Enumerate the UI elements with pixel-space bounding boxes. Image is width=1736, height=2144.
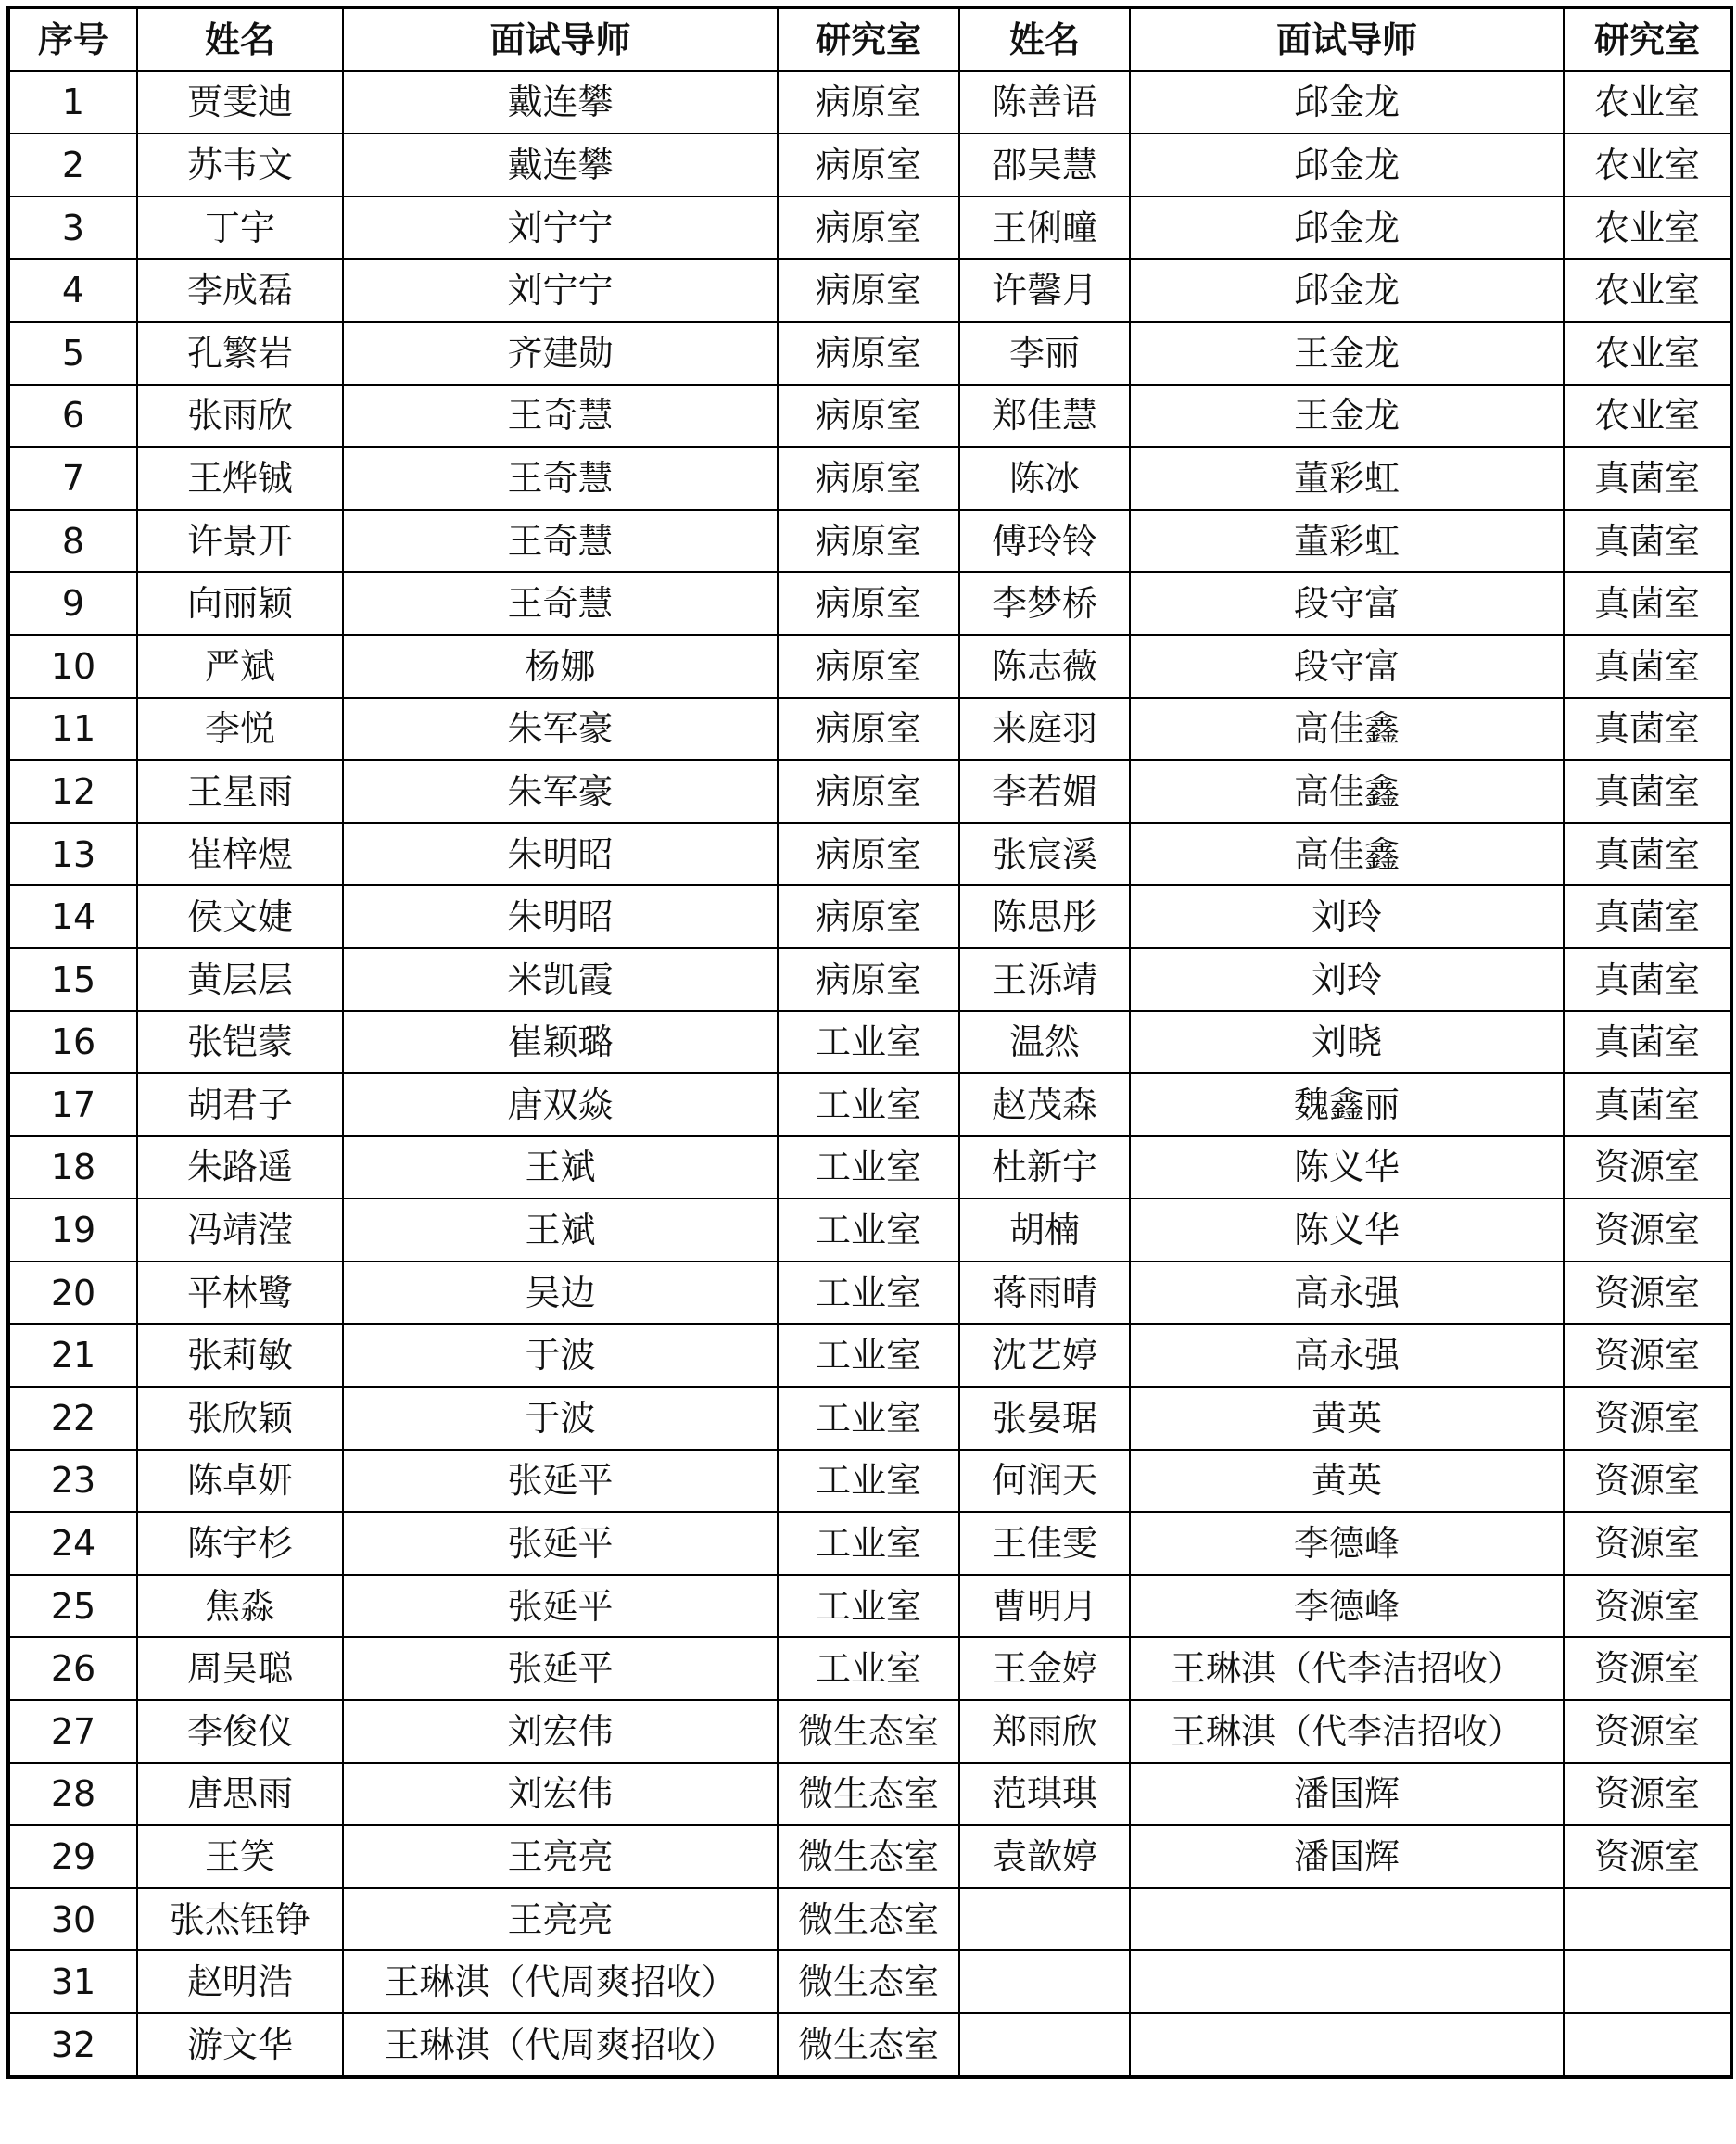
cell-name-right: 陈冰 [959, 447, 1130, 510]
cell-lab-left: 微生态室 [778, 1950, 959, 2013]
header-tutor-left: 面试导师 [343, 7, 778, 71]
cell-lab-left: 病原室 [778, 259, 959, 322]
cell-name-left: 张欣颖 [137, 1387, 343, 1450]
cell-name-right: 来庭羽 [959, 698, 1130, 761]
table-row [8, 510, 1731, 573]
cell-lab-left: 工业室 [778, 1450, 959, 1513]
cell-tutor-left: 杨娜 [343, 635, 778, 698]
cell-lab-right [1564, 1888, 1731, 1951]
cell-name-right: 蒋雨晴 [959, 1262, 1130, 1325]
cell-serial-number: 9 [8, 572, 137, 635]
cell-tutor-right: 陈义华 [1130, 1199, 1564, 1262]
cell-lab-right: 真菌室 [1564, 572, 1731, 635]
cell-tutor-right: 潘国辉 [1130, 1825, 1564, 1888]
cell-serial-number: 20 [8, 1262, 137, 1325]
cell-lab-left: 病原室 [778, 322, 959, 385]
cell-serial-number: 14 [8, 885, 137, 948]
cell-tutor-left: 王亮亮 [343, 1888, 778, 1951]
cell-name-left: 朱路遥 [137, 1136, 343, 1199]
cell-lab-right: 资源室 [1564, 1136, 1731, 1199]
table-row [8, 1637, 1731, 1700]
header-lab-right: 研究室 [1564, 7, 1731, 71]
cell-tutor-right: 陈义华 [1130, 1136, 1564, 1199]
cell-tutor-right: 董彩虹 [1130, 447, 1564, 510]
interview-assignment-table [6, 6, 1733, 2079]
cell-serial-number: 5 [8, 322, 137, 385]
cell-name-left: 张莉敏 [137, 1324, 343, 1387]
cell-lab-right: 资源室 [1564, 1324, 1731, 1387]
cell-tutor-left: 崔颖璐 [343, 1011, 778, 1074]
cell-lab-right: 真菌室 [1564, 1073, 1731, 1136]
cell-serial-number: 30 [8, 1888, 137, 1951]
cell-name-right: 李丽 [959, 322, 1130, 385]
cell-name-left: 张铠蒙 [137, 1011, 343, 1074]
cell-lab-right [1564, 1950, 1731, 2013]
cell-serial-number: 16 [8, 1011, 137, 1074]
cell-serial-number: 18 [8, 1136, 137, 1199]
cell-name-left: 陈卓妍 [137, 1450, 343, 1513]
cell-tutor-right: 刘玲 [1130, 885, 1564, 948]
cell-lab-left: 病原室 [778, 948, 959, 1011]
cell-tutor-left: 刘宁宁 [343, 197, 778, 260]
table-row [8, 1199, 1731, 1262]
table-row [8, 1136, 1731, 1199]
cell-name-right: 王佳雯 [959, 1512, 1130, 1575]
cell-tutor-left: 王琳淇（代周爽招收） [343, 1950, 778, 2013]
table-row [8, 259, 1731, 322]
table-row [8, 1262, 1731, 1325]
cell-serial-number: 15 [8, 948, 137, 1011]
cell-tutor-right: 高佳鑫 [1130, 698, 1564, 761]
cell-lab-left: 病原室 [778, 885, 959, 948]
cell-name-left: 赵明浩 [137, 1950, 343, 2013]
cell-tutor-left: 王琳淇（代周爽招收） [343, 2013, 778, 2077]
cell-serial-number: 25 [8, 1575, 137, 1638]
cell-tutor-left: 吴边 [343, 1262, 778, 1325]
cell-serial-number: 22 [8, 1387, 137, 1450]
cell-name-left: 李成磊 [137, 259, 343, 322]
cell-tutor-right: 邱金龙 [1130, 259, 1564, 322]
header-row [8, 7, 1731, 71]
table-row [8, 760, 1731, 823]
cell-lab-right: 资源室 [1564, 1512, 1731, 1575]
cell-name-right: 陈善语 [959, 71, 1130, 134]
cell-tutor-right [1130, 2013, 1564, 2077]
cell-lab-left: 工业室 [778, 1073, 959, 1136]
cell-name-left: 严斌 [137, 635, 343, 698]
cell-name-right: 赵茂森 [959, 1073, 1130, 1136]
cell-tutor-right: 黄英 [1130, 1387, 1564, 1450]
cell-tutor-left: 于波 [343, 1324, 778, 1387]
cell-name-left: 孔繁岩 [137, 322, 343, 385]
cell-name-right: 陈思彤 [959, 885, 1130, 948]
cell-name-right: 王泺靖 [959, 948, 1130, 1011]
cell-lab-right: 农业室 [1564, 385, 1731, 448]
table-row [8, 635, 1731, 698]
cell-lab-right: 资源室 [1564, 1575, 1731, 1638]
cell-name-right: 范琪琪 [959, 1763, 1130, 1826]
cell-name-left: 贾雯迪 [137, 71, 343, 134]
cell-tutor-left: 张延平 [343, 1450, 778, 1513]
cell-lab-left: 病原室 [778, 71, 959, 134]
cell-name-right: 傅玲铃 [959, 510, 1130, 573]
cell-tutor-left: 王亮亮 [343, 1825, 778, 1888]
cell-lab-right: 真菌室 [1564, 885, 1731, 948]
cell-lab-right: 真菌室 [1564, 698, 1731, 761]
cell-name-right: 沈艺婷 [959, 1324, 1130, 1387]
cell-lab-left: 病原室 [778, 447, 959, 510]
cell-lab-right: 农业室 [1564, 133, 1731, 197]
cell-name-left: 侯文婕 [137, 885, 343, 948]
table-row [8, 1512, 1731, 1575]
cell-name-left: 李俊仪 [137, 1700, 343, 1763]
cell-lab-right: 真菌室 [1564, 447, 1731, 510]
cell-lab-left: 工业室 [778, 1575, 959, 1638]
table-row [8, 698, 1731, 761]
cell-lab-left: 病原室 [778, 698, 959, 761]
cell-tutor-left: 王斌 [343, 1136, 778, 1199]
cell-name-right: 张宸溪 [959, 823, 1130, 886]
table-row [8, 385, 1731, 448]
cell-tutor-left: 王奇慧 [343, 447, 778, 510]
cell-tutor-left: 唐双焱 [343, 1073, 778, 1136]
cell-name-right: 王俐曈 [959, 197, 1130, 260]
cell-name-right: 张晏琚 [959, 1387, 1130, 1450]
cell-tutor-left: 王斌 [343, 1199, 778, 1262]
cell-tutor-left: 王奇慧 [343, 572, 778, 635]
cell-serial-number: 26 [8, 1637, 137, 1700]
header-lab-left: 研究室 [778, 7, 959, 71]
table-row [8, 1888, 1731, 1951]
cell-name-right [959, 2013, 1130, 2077]
cell-lab-left: 微生态室 [778, 1888, 959, 1951]
cell-tutor-left: 朱明昭 [343, 823, 778, 886]
cell-tutor-right: 董彩虹 [1130, 510, 1564, 573]
cell-serial-number: 31 [8, 1950, 137, 2013]
cell-name-left: 丁宇 [137, 197, 343, 260]
cell-name-left: 周吴聪 [137, 1637, 343, 1700]
cell-serial-number: 24 [8, 1512, 137, 1575]
table-row [8, 823, 1731, 886]
cell-lab-right: 资源室 [1564, 1700, 1731, 1763]
cell-lab-left: 病原室 [778, 385, 959, 448]
table-row [8, 2013, 1731, 2077]
cell-lab-right: 真菌室 [1564, 760, 1731, 823]
cell-serial-number: 4 [8, 259, 137, 322]
cell-tutor-left: 张延平 [343, 1575, 778, 1638]
cell-serial-number: 2 [8, 133, 137, 197]
cell-tutor-right: 刘玲 [1130, 948, 1564, 1011]
cell-tutor-left: 刘宏伟 [343, 1763, 778, 1826]
cell-tutor-right: 王金龙 [1130, 385, 1564, 448]
cell-lab-left: 病原室 [778, 823, 959, 886]
cell-lab-left: 病原室 [778, 635, 959, 698]
cell-serial-number: 12 [8, 760, 137, 823]
cell-tutor-left: 朱明昭 [343, 885, 778, 948]
cell-serial-number: 11 [8, 698, 137, 761]
cell-name-right: 李若媚 [959, 760, 1130, 823]
cell-tutor-right: 段守富 [1130, 635, 1564, 698]
cell-name-right: 何润天 [959, 1450, 1130, 1513]
cell-name-left: 张雨欣 [137, 385, 343, 448]
cell-tutor-right: 邱金龙 [1130, 71, 1564, 134]
cell-lab-left: 工业室 [778, 1262, 959, 1325]
cell-tutor-right: 高佳鑫 [1130, 760, 1564, 823]
cell-lab-left: 微生态室 [778, 1763, 959, 1826]
cell-serial-number: 17 [8, 1073, 137, 1136]
cell-serial-number: 3 [8, 197, 137, 260]
table-row [8, 885, 1731, 948]
cell-serial-number: 1 [8, 71, 137, 134]
cell-lab-right: 资源室 [1564, 1387, 1731, 1450]
table-row [8, 1575, 1731, 1638]
cell-lab-left: 工业室 [778, 1199, 959, 1262]
cell-name-right: 曹明月 [959, 1575, 1130, 1638]
cell-tutor-right: 黄英 [1130, 1450, 1564, 1513]
header-name-right: 姓名 [959, 7, 1130, 71]
cell-name-left: 苏韦文 [137, 133, 343, 197]
cell-serial-number: 29 [8, 1825, 137, 1888]
cell-tutor-left: 张延平 [343, 1512, 778, 1575]
cell-name-left: 崔梓煜 [137, 823, 343, 886]
cell-lab-left: 工业室 [778, 1512, 959, 1575]
cell-lab-right: 资源室 [1564, 1199, 1731, 1262]
cell-serial-number: 6 [8, 385, 137, 448]
cell-lab-right: 资源室 [1564, 1825, 1731, 1888]
cell-tutor-right [1130, 1950, 1564, 2013]
cell-tutor-right: 魏鑫丽 [1130, 1073, 1564, 1136]
table-row [8, 447, 1731, 510]
cell-name-right: 许馨月 [959, 259, 1130, 322]
cell-lab-left: 工业室 [778, 1136, 959, 1199]
cell-tutor-left: 米凯霞 [343, 948, 778, 1011]
table-row [8, 1825, 1731, 1888]
cell-name-right [959, 1950, 1130, 2013]
cell-name-right: 温然 [959, 1011, 1130, 1074]
cell-tutor-right: 高永强 [1130, 1262, 1564, 1325]
cell-tutor-right: 高永强 [1130, 1324, 1564, 1387]
header-tutor-right: 面试导师 [1130, 7, 1564, 71]
cell-name-right: 郑佳慧 [959, 385, 1130, 448]
cell-serial-number: 28 [8, 1763, 137, 1826]
cell-tutor-right: 李德峰 [1130, 1575, 1564, 1638]
header-name-left: 姓名 [137, 7, 343, 71]
cell-lab-left: 工业室 [778, 1637, 959, 1700]
cell-name-right: 杜新宇 [959, 1136, 1130, 1199]
cell-tutor-left: 王奇慧 [343, 510, 778, 573]
cell-name-right: 邵吴慧 [959, 133, 1130, 197]
cell-name-right: 袁歆婷 [959, 1825, 1130, 1888]
cell-tutor-right: 高佳鑫 [1130, 823, 1564, 886]
table-row [8, 322, 1731, 385]
table-row [8, 1324, 1731, 1387]
table-row [8, 1700, 1731, 1763]
table-row [8, 572, 1731, 635]
cell-lab-left: 病原室 [778, 133, 959, 197]
cell-lab-right [1564, 2013, 1731, 2077]
cell-lab-right: 真菌室 [1564, 823, 1731, 886]
table-row [8, 948, 1731, 1011]
table-body [8, 71, 1731, 2077]
cell-lab-right: 真菌室 [1564, 1011, 1731, 1074]
cell-name-right: 王金婷 [959, 1637, 1130, 1700]
table-row [8, 197, 1731, 260]
cell-name-right: 李梦桥 [959, 572, 1130, 635]
cell-serial-number: 8 [8, 510, 137, 573]
cell-tutor-right: 段守富 [1130, 572, 1564, 635]
cell-tutor-left: 朱军豪 [343, 760, 778, 823]
cell-tutor-left: 刘宏伟 [343, 1700, 778, 1763]
cell-serial-number: 13 [8, 823, 137, 886]
cell-lab-right: 资源室 [1564, 1450, 1731, 1513]
cell-serial-number: 10 [8, 635, 137, 698]
cell-lab-left: 病原室 [778, 510, 959, 573]
cell-lab-left: 病原室 [778, 572, 959, 635]
cell-name-left: 向丽颖 [137, 572, 343, 635]
table-row [8, 1387, 1731, 1450]
cell-name-left: 胡君子 [137, 1073, 343, 1136]
table-row [8, 71, 1731, 134]
cell-name-right [959, 1888, 1130, 1951]
cell-name-left: 陈宇杉 [137, 1512, 343, 1575]
cell-name-left: 李悦 [137, 698, 343, 761]
cell-name-right: 陈志薇 [959, 635, 1130, 698]
table-row [8, 1763, 1731, 1826]
cell-name-left: 唐思雨 [137, 1763, 343, 1826]
cell-serial-number: 7 [8, 447, 137, 510]
cell-serial-number: 21 [8, 1324, 137, 1387]
cell-tutor-right: 刘晓 [1130, 1011, 1564, 1074]
cell-name-left: 焦淼 [137, 1575, 343, 1638]
cell-name-left: 黄层层 [137, 948, 343, 1011]
cell-tutor-left: 刘宁宁 [343, 259, 778, 322]
table-row [8, 1073, 1731, 1136]
cell-tutor-right: 王琳淇（代李洁招收） [1130, 1700, 1564, 1763]
cell-serial-number: 19 [8, 1199, 137, 1262]
cell-tutor-right: 王金龙 [1130, 322, 1564, 385]
cell-lab-right: 真菌室 [1564, 948, 1731, 1011]
cell-name-right: 郑雨欣 [959, 1700, 1130, 1763]
cell-lab-left: 病原室 [778, 197, 959, 260]
cell-tutor-right: 潘国辉 [1130, 1763, 1564, 1826]
cell-lab-right: 资源室 [1564, 1763, 1731, 1826]
cell-name-left: 平林鹭 [137, 1262, 343, 1325]
cell-lab-left: 工业室 [778, 1387, 959, 1450]
cell-name-left: 张杰钰铮 [137, 1888, 343, 1951]
cell-name-left: 王烨铖 [137, 447, 343, 510]
cell-lab-left: 微生态室 [778, 1825, 959, 1888]
cell-tutor-left: 朱军豪 [343, 698, 778, 761]
cell-name-left: 游文华 [137, 2013, 343, 2077]
cell-lab-right: 农业室 [1564, 197, 1731, 260]
cell-lab-right: 农业室 [1564, 259, 1731, 322]
table-row [8, 1450, 1731, 1513]
cell-tutor-right: 邱金龙 [1130, 197, 1564, 260]
cell-lab-right: 真菌室 [1564, 635, 1731, 698]
cell-lab-right: 资源室 [1564, 1262, 1731, 1325]
cell-serial-number: 23 [8, 1450, 137, 1513]
cell-tutor-right: 王琳淇（代李洁招收） [1130, 1637, 1564, 1700]
cell-tutor-left: 戴连攀 [343, 71, 778, 134]
cell-lab-left: 微生态室 [778, 1700, 959, 1763]
cell-name-left: 许景开 [137, 510, 343, 573]
cell-lab-right: 真菌室 [1564, 510, 1731, 573]
cell-tutor-left: 戴连攀 [343, 133, 778, 197]
table-row [8, 1950, 1731, 2013]
table-row [8, 133, 1731, 197]
cell-name-left: 王星雨 [137, 760, 343, 823]
header-serial-number: 序号 [8, 7, 137, 71]
cell-tutor-left: 齐建勋 [343, 322, 778, 385]
cell-tutor-right [1130, 1888, 1564, 1951]
cell-name-left: 王笑 [137, 1825, 343, 1888]
cell-lab-right: 农业室 [1564, 71, 1731, 134]
cell-serial-number: 27 [8, 1700, 137, 1763]
cell-lab-right: 农业室 [1564, 322, 1731, 385]
cell-lab-left: 病原室 [778, 760, 959, 823]
cell-name-left: 冯靖滢 [137, 1199, 343, 1262]
table-row [8, 1011, 1731, 1074]
cell-lab-left: 微生态室 [778, 2013, 959, 2077]
cell-tutor-right: 邱金龙 [1130, 133, 1564, 197]
cell-lab-left: 工业室 [778, 1011, 959, 1074]
cell-tutor-left: 王奇慧 [343, 385, 778, 448]
cell-lab-right: 资源室 [1564, 1637, 1731, 1700]
cell-tutor-left: 于波 [343, 1387, 778, 1450]
cell-lab-left: 工业室 [778, 1324, 959, 1387]
cell-serial-number: 32 [8, 2013, 137, 2077]
cell-tutor-left: 张延平 [343, 1637, 778, 1700]
cell-tutor-right: 李德峰 [1130, 1512, 1564, 1575]
cell-name-right: 胡楠 [959, 1199, 1130, 1262]
